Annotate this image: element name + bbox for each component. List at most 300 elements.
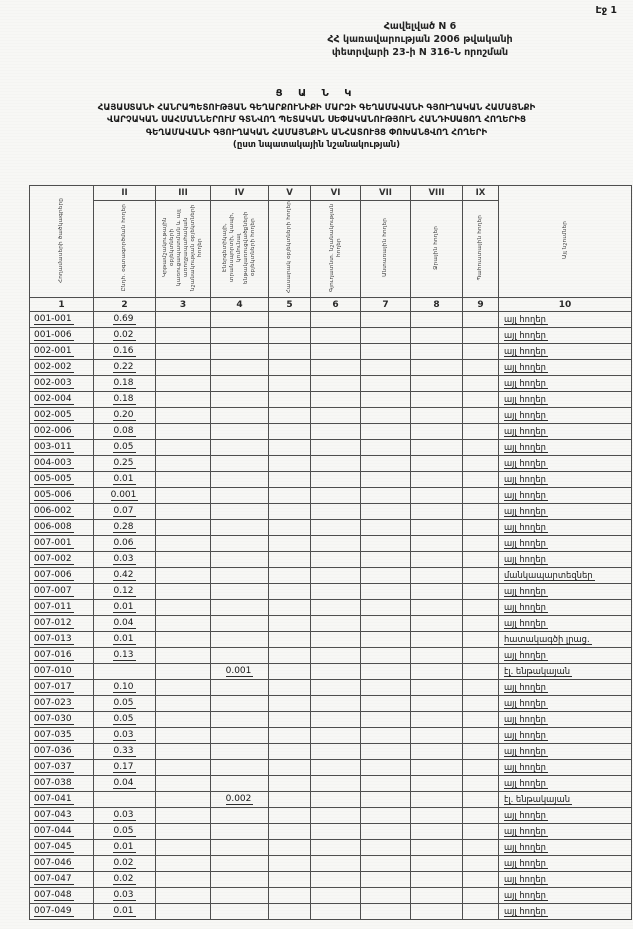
area-value-cell <box>94 568 156 584</box>
note-cell <box>499 856 632 872</box>
table-row <box>30 568 632 584</box>
header-col-9 <box>463 201 499 298</box>
area-value-cell <box>361 616 411 632</box>
parcel-code: 002-003 <box>34 377 72 388</box>
area-value: 0.25 <box>113 457 134 468</box>
area-value-cell <box>269 808 311 824</box>
note-text: այլ հողեր <box>504 601 546 612</box>
parcel-code-cell <box>30 840 94 856</box>
header-col-8 <box>411 201 463 298</box>
area-value-cell <box>361 808 411 824</box>
area-value-cell <box>411 504 463 520</box>
area-value-cell <box>311 424 361 440</box>
area-value-cell <box>269 424 311 440</box>
table-row <box>30 632 632 648</box>
area-value-cell <box>211 520 269 536</box>
area-value: 0.04 <box>113 777 134 788</box>
parcel-code-cell <box>30 312 94 328</box>
table-row <box>30 408 632 424</box>
parcel-code: 007-011 <box>34 601 72 612</box>
parcel-code: 005-006 <box>34 489 72 500</box>
area-value-cell <box>156 344 211 360</box>
area-value-cell <box>269 520 311 536</box>
area-value-cell <box>411 840 463 856</box>
note-cell <box>499 888 632 904</box>
area-value-cell <box>94 696 156 712</box>
column-number: 6 <box>311 298 361 312</box>
note-cell <box>499 824 632 840</box>
area-value-cell <box>156 888 211 904</box>
table-row <box>30 344 632 360</box>
area-value-cell <box>361 328 411 344</box>
appendix-line: ՀՀ կառավարության 2006 թվականի <box>327 33 513 45</box>
area-value-cell <box>463 472 499 488</box>
table-row <box>30 456 632 472</box>
area-value-cell <box>269 744 311 760</box>
area-value-cell <box>94 360 156 376</box>
note-cell <box>499 632 632 648</box>
area-value-cell <box>463 648 499 664</box>
area-value-cell <box>94 440 156 456</box>
area-value-cell <box>411 648 463 664</box>
parcel-code-cell <box>30 776 94 792</box>
title-line-1: ՀԱՅԱՍՏԱՆԻ ՀԱՆՐԱՊԵՏՈՒԹՅԱՆ ԳԵՂԱՐՔՈՒՆԻՔԻ ՄԱՐԶԻ ԳԵՂԱՄԱՎԱՆԻ ԳՅՈՒՂԱԿԱՆ ՀԱՄԱՅՆՔԻ <box>97 103 536 113</box>
parcel-code-cell <box>30 664 94 680</box>
area-value: 0.02 <box>113 329 134 340</box>
area-value-cell <box>156 840 211 856</box>
area-value-cell <box>94 536 156 552</box>
area-value-cell <box>211 792 269 808</box>
area-value-cell <box>411 744 463 760</box>
parcel-code: 007-045 <box>34 841 72 852</box>
area-value-cell <box>361 632 411 648</box>
parcel-code-cell <box>30 824 94 840</box>
parcel-code-cell <box>30 488 94 504</box>
header-notes <box>499 186 632 298</box>
parcel-code-cell <box>30 568 94 584</box>
column-number: 3 <box>156 298 211 312</box>
note-text: էլ. ենթակայան <box>504 665 571 676</box>
area-value-cell <box>269 440 311 456</box>
area-value-cell <box>361 776 411 792</box>
area-value-cell <box>156 808 211 824</box>
note-cell <box>499 744 632 760</box>
area-value-cell <box>361 904 411 920</box>
area-value-cell <box>463 536 499 552</box>
note-cell <box>499 584 632 600</box>
roman-numeral: V <box>269 186 311 201</box>
area-value: 0.03 <box>113 809 134 820</box>
area-value-cell <box>211 360 269 376</box>
note-text: այլ հողեր <box>504 889 546 900</box>
area-value-cell <box>94 344 156 360</box>
area-value-cell <box>269 712 311 728</box>
area-value-cell <box>463 744 499 760</box>
area-value-cell <box>269 552 311 568</box>
parcel-code-cell <box>30 376 94 392</box>
land-parcels-table <box>29 185 632 920</box>
area-value: 0.01 <box>113 601 134 612</box>
area-value-cell <box>94 824 156 840</box>
area-value-cell <box>211 680 269 696</box>
area-value-cell <box>156 536 211 552</box>
area-value-cell <box>269 632 311 648</box>
header-col-5 <box>269 201 311 298</box>
note-text: այլ հողեր <box>504 729 546 740</box>
area-value-cell <box>269 504 311 520</box>
table-row <box>30 760 632 776</box>
area-value: 0.05 <box>113 441 134 452</box>
area-value: 0.10 <box>113 681 134 692</box>
area-value-cell <box>311 520 361 536</box>
appendix-reference-block <box>255 21 585 59</box>
note-text: մանկապարտեզներ <box>504 569 593 580</box>
area-value-cell <box>411 536 463 552</box>
area-value-cell <box>361 792 411 808</box>
area-value-cell <box>156 568 211 584</box>
area-value-cell <box>269 536 311 552</box>
area-value: 0.13 <box>113 649 134 660</box>
area-value-cell <box>269 888 311 904</box>
column-number: 8 <box>411 298 463 312</box>
column-number: 10 <box>499 298 632 312</box>
area-value-cell <box>463 824 499 840</box>
area-value-cell <box>361 648 411 664</box>
area-value-cell <box>156 504 211 520</box>
parcel-code-cell <box>30 328 94 344</box>
note-text: այլ հողեր <box>504 553 546 564</box>
parcel-code: 007-001 <box>34 537 72 548</box>
area-value-cell <box>411 872 463 888</box>
area-value-cell <box>311 696 361 712</box>
area-value-cell <box>94 776 156 792</box>
area-value-cell <box>311 568 361 584</box>
parcel-code: 007-006 <box>34 569 72 580</box>
area-value-cell <box>311 616 361 632</box>
area-value-cell <box>156 472 211 488</box>
area-value-cell <box>269 840 311 856</box>
area-value-cell <box>411 856 463 872</box>
area-value-cell <box>463 584 499 600</box>
area-value-cell <box>311 712 361 728</box>
area-value-cell <box>411 760 463 776</box>
parcel-code-cell <box>30 744 94 760</box>
note-text: այլ հողեր <box>504 649 546 660</box>
table-row <box>30 648 632 664</box>
table-row <box>30 856 632 872</box>
area-value-cell <box>94 856 156 872</box>
note-text: այլ հողեր <box>504 697 546 708</box>
area-value-cell <box>311 856 361 872</box>
parcel-code: 004-003 <box>34 457 72 468</box>
area-value-cell <box>94 744 156 760</box>
note-cell <box>499 312 632 328</box>
area-value-cell <box>411 904 463 920</box>
area-value-cell <box>311 648 361 664</box>
parcel-code: 007-046 <box>34 857 72 868</box>
area-value-cell <box>211 712 269 728</box>
area-value: 0.20 <box>113 409 134 420</box>
area-value-cell <box>211 424 269 440</box>
area-value-cell <box>311 632 361 648</box>
area-value-cell <box>156 312 211 328</box>
roman-numeral-row <box>30 186 632 201</box>
area-value-cell <box>411 328 463 344</box>
area-value-cell <box>311 600 361 616</box>
area-value-cell <box>94 488 156 504</box>
parcel-code: 002-004 <box>34 393 72 404</box>
column-number: 4 <box>211 298 269 312</box>
area-value-cell <box>269 664 311 680</box>
area-value-cell <box>211 776 269 792</box>
area-value-cell <box>94 472 156 488</box>
area-value: 0.03 <box>113 553 134 564</box>
parcel-code-cell <box>30 856 94 872</box>
parcel-code-cell <box>30 872 94 888</box>
note-cell <box>499 360 632 376</box>
area-value-cell <box>311 792 361 808</box>
parcel-code: 007-041 <box>34 793 72 804</box>
area-value-cell <box>361 424 411 440</box>
area-value-cell <box>361 584 411 600</box>
area-value-cell <box>361 360 411 376</box>
note-text: այլ հողեր <box>504 473 546 484</box>
note-text: այլ հողեր <box>504 313 546 324</box>
header-label: Հասարակ օբյեկտների հողեր <box>286 201 292 294</box>
area-value-cell <box>94 680 156 696</box>
area-value-cell <box>463 392 499 408</box>
area-value-cell <box>463 904 499 920</box>
parcel-code-cell <box>30 536 94 552</box>
parcel-code-cell <box>30 648 94 664</box>
note-text: այլ հողեր <box>504 617 546 628</box>
area-value: 0.01 <box>113 473 134 484</box>
area-value: 0.17 <box>113 761 134 772</box>
parcel-code: 001-006 <box>34 329 72 340</box>
area-value-cell <box>211 376 269 392</box>
area-value-cell <box>211 440 269 456</box>
area-value-cell <box>156 360 211 376</box>
area-value: 0.05 <box>113 825 134 836</box>
area-value-cell <box>211 344 269 360</box>
area-value-cell <box>463 680 499 696</box>
area-value: 0.06 <box>113 537 134 548</box>
note-cell <box>499 520 632 536</box>
area-value-cell <box>361 600 411 616</box>
area-value-cell <box>463 808 499 824</box>
area-value-cell <box>94 808 156 824</box>
parcel-code: 007-047 <box>34 873 72 884</box>
table-row <box>30 392 632 408</box>
parcel-code: 007-044 <box>34 825 72 836</box>
area-value-cell <box>94 328 156 344</box>
area-value: 0.01 <box>113 841 134 852</box>
column-number: 1 <box>30 298 94 312</box>
area-value: 0.01 <box>113 633 134 644</box>
area-value-cell <box>311 728 361 744</box>
area-value-cell <box>211 888 269 904</box>
area-value-cell <box>94 520 156 536</box>
table-row <box>30 824 632 840</box>
parcel-code: 001-001 <box>34 313 72 324</box>
area-value-cell <box>361 568 411 584</box>
parcel-code: 002-005 <box>34 409 72 420</box>
area-value-cell <box>311 440 361 456</box>
column-number: 2 <box>94 298 156 312</box>
note-text: այլ հողեր <box>504 377 546 388</box>
area-value-cell <box>156 696 211 712</box>
area-value: 0.05 <box>113 697 134 708</box>
area-value-cell <box>361 840 411 856</box>
header-label: Պահուստային հողեր <box>477 214 483 281</box>
roman-numeral: IX <box>463 186 499 201</box>
area-value-cell <box>411 520 463 536</box>
area-value-cell <box>94 840 156 856</box>
area-value-cell <box>211 808 269 824</box>
area-value-cell <box>269 904 311 920</box>
area-value-cell <box>211 824 269 840</box>
area-value-cell <box>94 584 156 600</box>
area-value-cell <box>156 328 211 344</box>
area-value-cell <box>463 504 499 520</box>
area-value-cell <box>211 632 269 648</box>
note-cell <box>499 488 632 504</box>
roman-numeral: VII <box>361 186 411 201</box>
area-value-cell <box>361 520 411 536</box>
area-value-cell <box>463 840 499 856</box>
parcel-code-cell <box>30 888 94 904</box>
area-value-cell <box>463 776 499 792</box>
area-value-cell <box>156 680 211 696</box>
area-value-cell <box>311 552 361 568</box>
area-value-cell <box>361 888 411 904</box>
parcel-code-cell <box>30 392 94 408</box>
area-value-cell <box>463 552 499 568</box>
area-value-cell <box>94 712 156 728</box>
note-text: էլ. ենթակայան <box>504 793 571 804</box>
note-text: այլ հողեր <box>504 761 546 772</box>
note-cell <box>499 408 632 424</box>
parcel-code-cell <box>30 632 94 648</box>
area-value-cell <box>269 760 311 776</box>
appendix-line: փետրվարի 23-ի N 316-Ն որոշման <box>331 46 509 58</box>
header-label: Կրթամշակութային օբյեկտների կառուցապատման և այլ առողջապահական նշանակության օբյեկտների հողեր <box>162 204 203 291</box>
area-value-cell <box>269 648 311 664</box>
note-text: այլ հողեր <box>504 441 546 452</box>
area-value-cell <box>269 488 311 504</box>
area-value-cell <box>463 344 499 360</box>
area-value-cell <box>411 792 463 808</box>
area-value-cell <box>211 648 269 664</box>
area-value-cell <box>156 760 211 776</box>
area-value-cell <box>94 904 156 920</box>
parcel-code-cell <box>30 504 94 520</box>
area-value-cell <box>361 712 411 728</box>
area-value-cell <box>311 872 361 888</box>
area-value-cell <box>463 712 499 728</box>
parcel-code-cell <box>30 520 94 536</box>
table-row <box>30 584 632 600</box>
note-cell <box>499 568 632 584</box>
parcel-code-cell <box>30 584 94 600</box>
note-text: այլ հողեր <box>504 857 546 868</box>
header-label: Այլ նշումներ <box>561 221 568 259</box>
area-value-cell <box>269 856 311 872</box>
area-value-cell <box>361 472 411 488</box>
note-cell <box>499 648 632 664</box>
table-row <box>30 728 632 744</box>
parcel-code-cell <box>30 616 94 632</box>
area-value-cell <box>463 328 499 344</box>
parcel-code-cell <box>30 600 94 616</box>
area-value-cell <box>269 376 311 392</box>
note-cell <box>499 600 632 616</box>
area-value-cell <box>361 344 411 360</box>
area-value-cell <box>156 664 211 680</box>
note-cell <box>499 472 632 488</box>
parcel-code-cell <box>30 808 94 824</box>
note-text: այլ հողեր <box>504 505 546 516</box>
area-value-cell <box>411 376 463 392</box>
note-cell <box>499 392 632 408</box>
area-value-cell <box>411 344 463 360</box>
area-value-cell <box>211 328 269 344</box>
table-row <box>30 488 632 504</box>
note-text: հատակագծի լրաց. <box>504 633 590 644</box>
table-row <box>30 360 632 376</box>
area-value-cell <box>211 904 269 920</box>
parcel-code-cell <box>30 792 94 808</box>
area-value-cell <box>361 392 411 408</box>
table-row <box>30 904 632 920</box>
note-cell <box>499 664 632 680</box>
area-value-cell <box>269 616 311 632</box>
area-value-cell <box>311 408 361 424</box>
area-value-cell <box>211 408 269 424</box>
note-text: այլ հողեր <box>504 825 546 836</box>
roman-numeral: III <box>156 186 211 201</box>
header-label: Ջրային հողեր <box>433 225 439 270</box>
note-cell <box>499 680 632 696</box>
table-row <box>30 680 632 696</box>
parcel-code-cell <box>30 344 94 360</box>
area-value-cell <box>463 728 499 744</box>
area-value-cell <box>463 888 499 904</box>
area-value-cell <box>269 872 311 888</box>
header-col-6 <box>311 201 361 298</box>
table-row <box>30 840 632 856</box>
parcel-code: 002-006 <box>34 425 72 436</box>
area-value-cell <box>156 744 211 760</box>
area-value-cell <box>156 872 211 888</box>
area-value-cell <box>211 760 269 776</box>
area-value-cell <box>361 408 411 424</box>
area-value-cell <box>269 792 311 808</box>
parcel-code: 002-001 <box>34 345 72 356</box>
area-value: 0.18 <box>113 393 134 404</box>
parcel-code: 007-048 <box>34 889 72 900</box>
area-value-cell <box>211 744 269 760</box>
area-value-cell <box>463 600 499 616</box>
column-number: 7 <box>361 298 411 312</box>
area-value-cell <box>411 664 463 680</box>
area-value-cell <box>156 520 211 536</box>
area-value-cell <box>94 648 156 664</box>
note-cell <box>499 504 632 520</box>
area-value-cell <box>463 632 499 648</box>
note-cell <box>499 808 632 824</box>
parcel-code-cell <box>30 760 94 776</box>
